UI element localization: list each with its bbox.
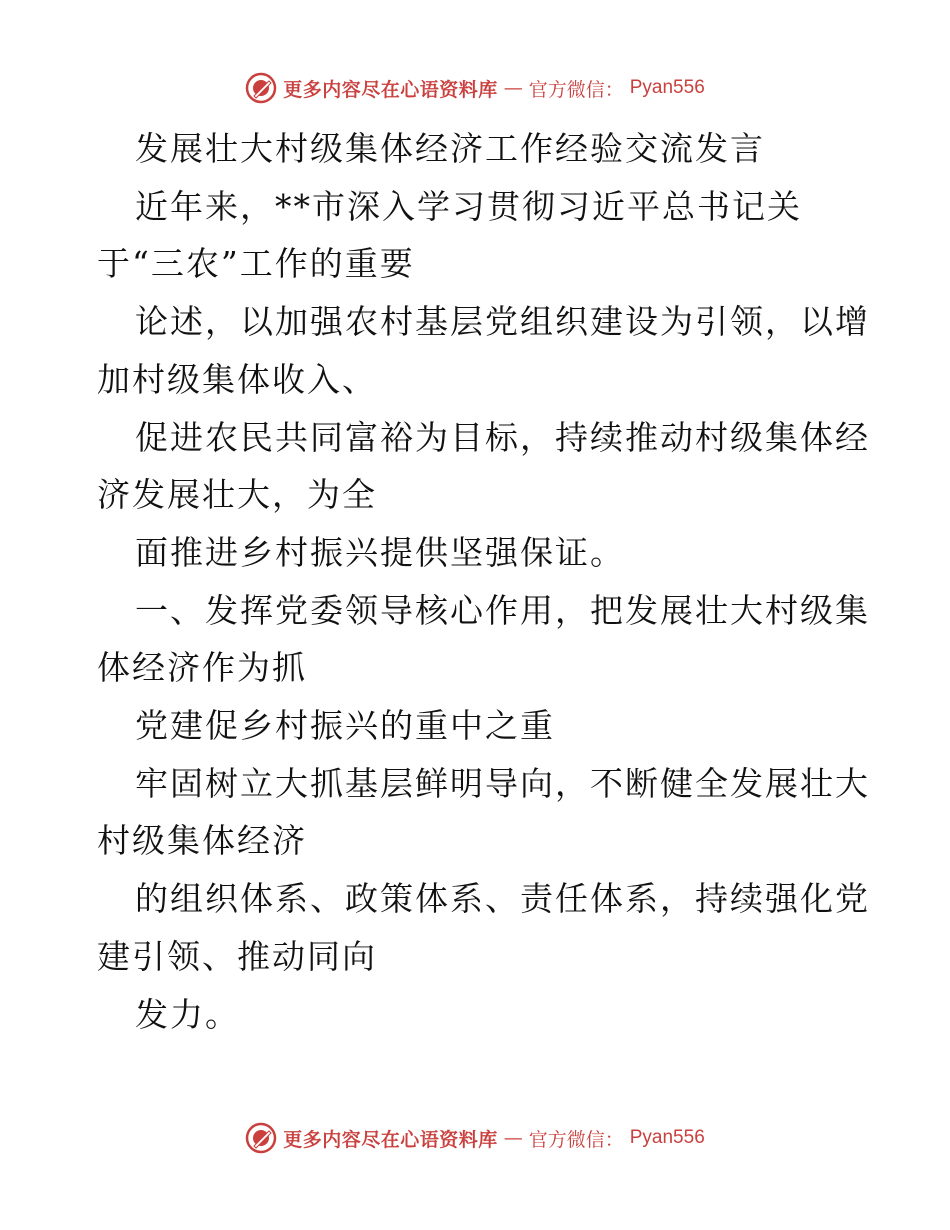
paragraph-line: 面推进乡村振兴提供坚强保证。 bbox=[135, 532, 625, 572]
watermark-id: Pyan556 bbox=[629, 1127, 705, 1148]
section-heading-line: 体经济作为抓 bbox=[97, 648, 307, 688]
footer-watermark bbox=[0, 1122, 950, 1154]
paragraph-line: 近年来，**市深入学习贯彻习近平总书记关 bbox=[135, 186, 802, 226]
section-heading-line: 党建促乡村振兴的重中之重 bbox=[135, 706, 555, 746]
watermark-label: 官方微信： bbox=[528, 78, 624, 101]
pen-circle-logo-icon bbox=[245, 1122, 277, 1154]
watermark-brand: 更多内容尽在心语资料库 bbox=[283, 1128, 498, 1151]
section-heading-line: 一、发挥党委领导核心作用，把发展壮大村级集 bbox=[135, 590, 870, 630]
watermark-label: 官方微信： bbox=[528, 1128, 624, 1151]
paragraph-line: 于“三农”工作的重要 bbox=[97, 244, 415, 284]
paragraph-line: 论述，以加强农村基层党组织建设为引领，以增 bbox=[135, 302, 870, 342]
paragraph-line: 建引领、推动同向 bbox=[97, 936, 377, 976]
paragraph-line: 济发展壮大，为全 bbox=[97, 475, 377, 515]
paragraph-line: 村级集体经济 bbox=[97, 821, 307, 861]
watermark-brand: 更多内容尽在心语资料库 bbox=[283, 78, 498, 101]
document-body bbox=[97, 120, 870, 1043]
header-watermark bbox=[0, 72, 950, 104]
watermark-separator: — bbox=[503, 1127, 523, 1149]
paragraph-line: 的组织体系、政策体系、责任体系，持续强化党 bbox=[135, 879, 870, 919]
document-title: 发展壮大村级集体经济工作经验交流发言 bbox=[135, 129, 765, 168]
pen-circle-logo-icon bbox=[245, 72, 277, 104]
watermark-separator: — bbox=[503, 77, 523, 99]
watermark-id: Pyan556 bbox=[629, 77, 705, 98]
paragraph-line: 促进农民共同富裕为目标，持续推动村级集体经 bbox=[135, 417, 870, 457]
paragraph-line: 牢固树立大抓基层鲜明导向，不断健全发展壮大 bbox=[135, 763, 870, 803]
paragraph-line: 发力。 bbox=[135, 994, 240, 1034]
paragraph-line: 加村级集体收入、 bbox=[97, 359, 377, 399]
